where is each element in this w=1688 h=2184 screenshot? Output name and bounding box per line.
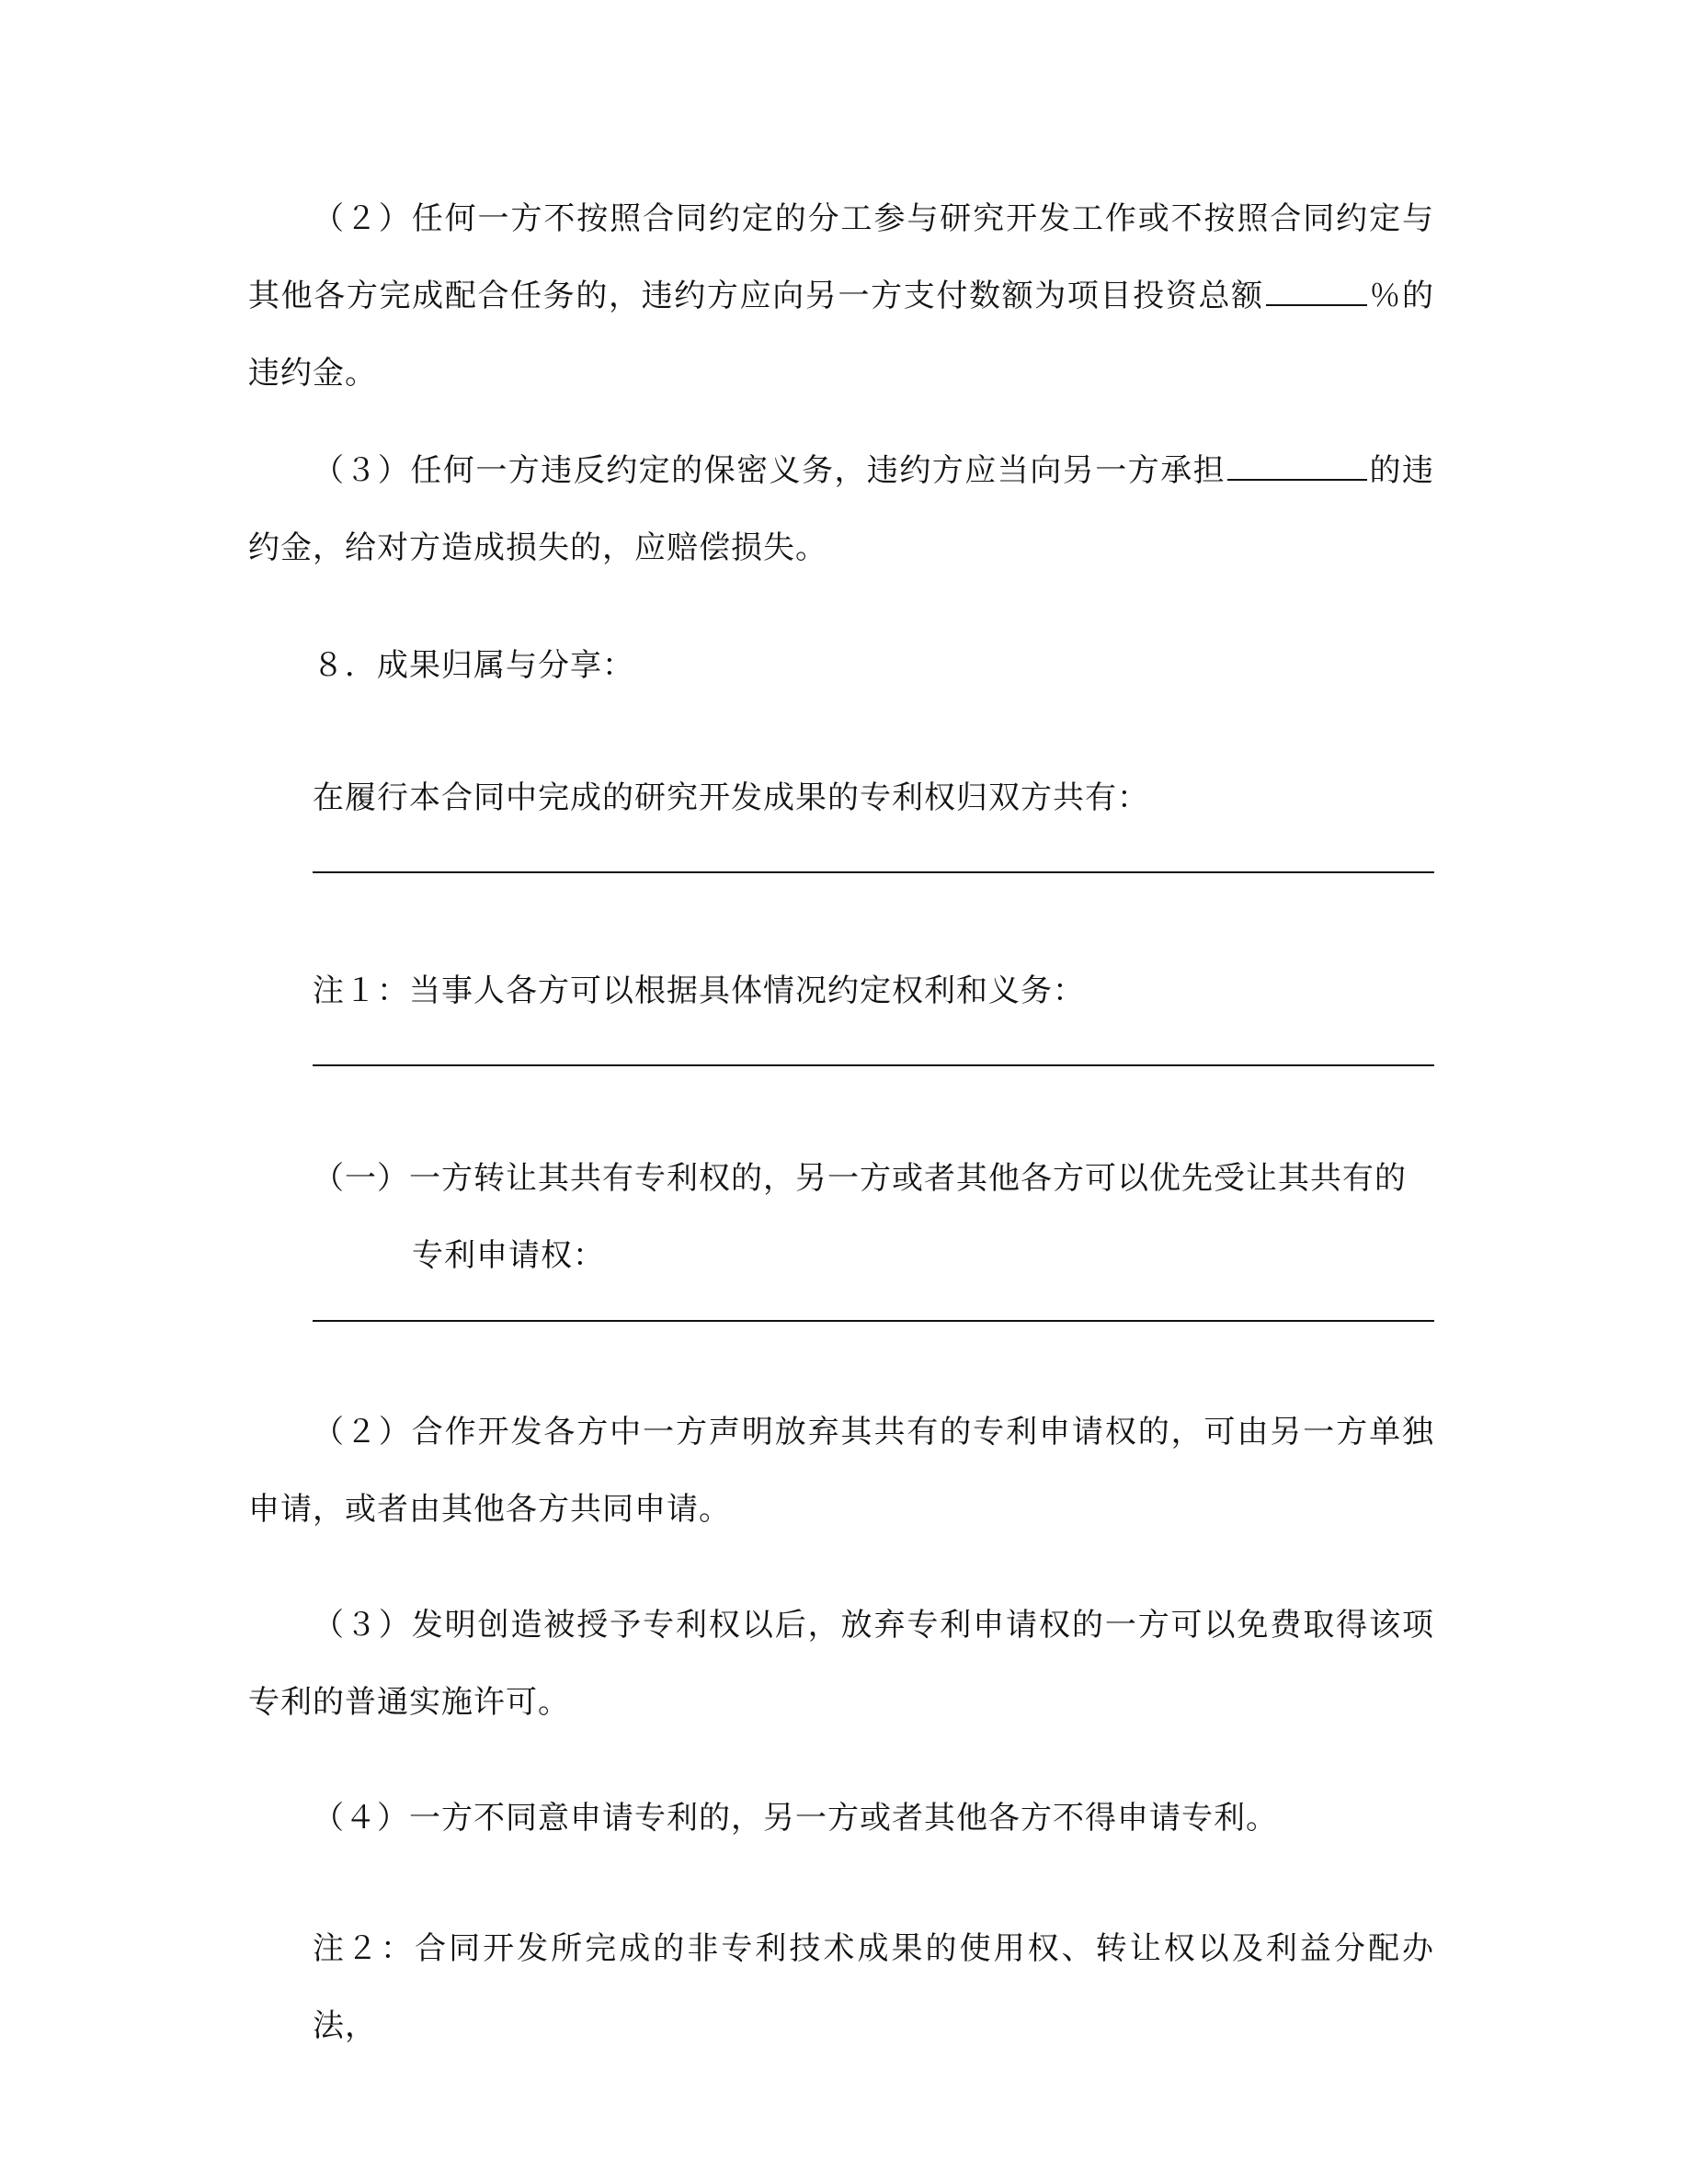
fill-in-line-2[interactable] [313, 1064, 1434, 1066]
fill-in-line-1[interactable] [313, 871, 1434, 873]
clause-3-text-a: （３）任何一方违反约定的保密义务，违约方应当向另一方承担 [313, 452, 1226, 489]
item-one-text: 一方转让其共有专利权的，另一方或者其他各方可以优先受让其共有的 [409, 1160, 1407, 1197]
clause-2-text-b: ％的违约金。 [248, 278, 1435, 392]
note-1: 注１：当事人各方可以根据具体情况约定权利和义务： [313, 973, 1085, 1009]
item-one [313, 1140, 1434, 1294]
item-3-license: （３）发明创造被授予专利权以后，放弃专利申请权的一方可以免费取得该项专利的普通实施许可。 [248, 1607, 1434, 1721]
item-4-no-application: （４）一方不同意申请专利的，另一方或者其他各方不得申请专利。 [313, 1800, 1278, 1837]
note-2: 注２：合同开发所完成的非专利技术成果的使用权、转让权以及利益分配办法， [313, 1930, 1434, 2044]
section-8-body: 在履行本合同中完成的研究开发成果的专利权归双方共有： [313, 779, 1149, 816]
clause-2-breach-penalty [248, 180, 1434, 412]
penalty-amount-blank[interactable] [1227, 448, 1367, 481]
item-one-line-2: 专利申请权： [412, 1237, 605, 1274]
item-one-marker: （一） [313, 1160, 409, 1197]
item-one-line-1 [313, 1140, 1434, 1217]
fill-in-line-3[interactable] [313, 1320, 1434, 1322]
section-8-heading: ８．成果归属与分享： [313, 647, 634, 684]
clause-2-text-a: （２）任何一方不按照合同约定的分工参与研究开发工作或不按照合同约定与其他各方完成配合任务的，违约方应向另一方支付数额为项目投资总额 [248, 200, 1434, 314]
item-2-waiver: （２）合作开发各方中一方声明放弃其共有的专利申请权的，可由另一方单独申请，或者由其他各方共同申请。 [248, 1414, 1434, 1528]
clause-3-confidentiality [248, 432, 1434, 586]
clause-3-text-b: 的违约金，给对方造成损失的，应赔偿损失。 [248, 452, 1435, 566]
percentage-blank[interactable] [1266, 273, 1367, 306]
